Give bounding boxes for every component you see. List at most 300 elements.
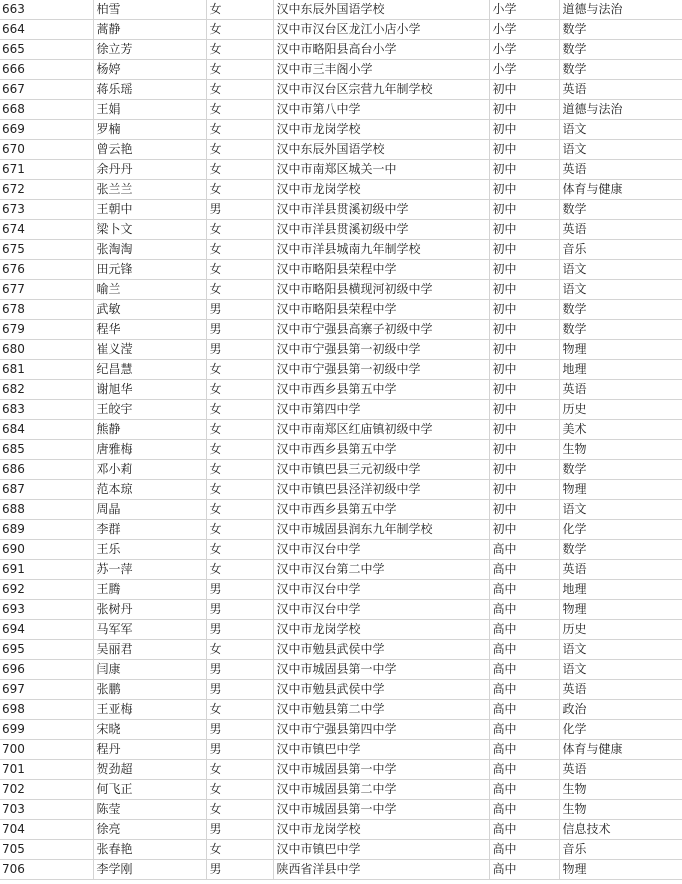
- subject-cell: 英语: [559, 680, 682, 700]
- school-cell: 汉中市镇巴县三元初级中学: [273, 460, 489, 480]
- level-cell: 初中: [489, 280, 559, 300]
- gender-cell: 女: [206, 140, 273, 160]
- teacher-name-cell: 唐雅梅: [93, 440, 206, 460]
- subject-cell: 物理: [559, 600, 682, 620]
- level-cell: 初中: [489, 120, 559, 140]
- school-cell: 汉中市西乡县第五中学: [273, 440, 489, 460]
- row-number-cell: 674: [0, 220, 93, 240]
- school-cell: 汉中市城固县第二中学: [273, 780, 489, 800]
- gender-cell: 女: [206, 640, 273, 660]
- row-number-cell: 706: [0, 860, 93, 880]
- gender-cell: 男: [206, 660, 273, 680]
- table-row: [0, 740, 682, 760]
- subject-cell: 道德与法治: [559, 0, 682, 20]
- table-row: [0, 60, 682, 80]
- level-cell: 高中: [489, 860, 559, 880]
- level-cell: 高中: [489, 700, 559, 720]
- school-cell: 汉中市汉台区龙江小店小学: [273, 20, 489, 40]
- row-number-cell: 680: [0, 340, 93, 360]
- level-cell: 初中: [489, 340, 559, 360]
- school-cell: 汉中市略阳县荣程中学: [273, 260, 489, 280]
- subject-cell: 生物: [559, 780, 682, 800]
- teacher-name-cell: 柏雪: [93, 0, 206, 20]
- level-cell: 初中: [489, 220, 559, 240]
- level-cell: 初中: [489, 300, 559, 320]
- table-row: [0, 100, 682, 120]
- school-cell: 汉中市第八中学: [273, 100, 489, 120]
- row-number-cell: 705: [0, 840, 93, 860]
- teacher-name-cell: 张鹏: [93, 680, 206, 700]
- level-cell: 高中: [489, 560, 559, 580]
- gender-cell: 女: [206, 780, 273, 800]
- gender-cell: 女: [206, 420, 273, 440]
- table-row: [0, 520, 682, 540]
- teacher-name-cell: 谢旭华: [93, 380, 206, 400]
- level-cell: 高中: [489, 600, 559, 620]
- level-cell: 初中: [489, 320, 559, 340]
- subject-cell: 英语: [559, 380, 682, 400]
- teacher-name-cell: 周晶: [93, 500, 206, 520]
- gender-cell: 女: [206, 360, 273, 380]
- level-cell: 初中: [489, 400, 559, 420]
- table-row: [0, 800, 682, 820]
- teacher-name-cell: 陈莹: [93, 800, 206, 820]
- subject-cell: 英语: [559, 80, 682, 100]
- row-number-cell: 667: [0, 80, 93, 100]
- row-number-cell: 666: [0, 60, 93, 80]
- row-number-cell: 696: [0, 660, 93, 680]
- level-cell: 高中: [489, 760, 559, 780]
- table-row: [0, 140, 682, 160]
- table-row: [0, 540, 682, 560]
- level-cell: 高中: [489, 800, 559, 820]
- table-row: [0, 200, 682, 220]
- gender-cell: 女: [206, 220, 273, 240]
- school-cell: 汉中市略阳县横现河初级中学: [273, 280, 489, 300]
- level-cell: 初中: [489, 480, 559, 500]
- teacher-name-cell: 徐立芳: [93, 40, 206, 60]
- teacher-name-cell: 王皎宇: [93, 400, 206, 420]
- school-cell: 汉中市西乡县第五中学: [273, 380, 489, 400]
- table-row: [0, 760, 682, 780]
- school-cell: 汉中市洋县城南九年制学校: [273, 240, 489, 260]
- subject-cell: 语文: [559, 120, 682, 140]
- level-cell: 初中: [489, 100, 559, 120]
- school-cell: 汉中市第四中学: [273, 400, 489, 420]
- teacher-name-cell: 吴丽君: [93, 640, 206, 660]
- level-cell: 初中: [489, 440, 559, 460]
- level-cell: 高中: [489, 840, 559, 860]
- gender-cell: 女: [206, 520, 273, 540]
- level-cell: 高中: [489, 820, 559, 840]
- gender-cell: 男: [206, 340, 273, 360]
- school-cell: 汉中市汉台中学: [273, 580, 489, 600]
- school-cell: 汉中东辰外国语学校: [273, 140, 489, 160]
- row-number-cell: 664: [0, 20, 93, 40]
- teacher-name-cell: 喻兰: [93, 280, 206, 300]
- gender-cell: 男: [206, 320, 273, 340]
- teacher-name-cell: 王乐: [93, 540, 206, 560]
- row-number-cell: 685: [0, 440, 93, 460]
- school-cell: 汉中东辰外国语学校: [273, 0, 489, 20]
- row-number-cell: 670: [0, 140, 93, 160]
- subject-cell: 体育与健康: [559, 180, 682, 200]
- subject-cell: 英语: [559, 220, 682, 240]
- level-cell: 高中: [489, 660, 559, 680]
- row-number-cell: 690: [0, 540, 93, 560]
- subject-cell: 语文: [559, 260, 682, 280]
- school-cell: 汉中市勉县武侯中学: [273, 640, 489, 660]
- level-cell: 小学: [489, 20, 559, 40]
- level-cell: 高中: [489, 740, 559, 760]
- row-number-cell: 665: [0, 40, 93, 60]
- teacher-name-cell: 梁卜文: [93, 220, 206, 240]
- teacher-name-cell: 范本琼: [93, 480, 206, 500]
- table-row: [0, 80, 682, 100]
- gender-cell: 女: [206, 100, 273, 120]
- table-row: [0, 620, 682, 640]
- teacher-name-cell: 邓小莉: [93, 460, 206, 480]
- teacher-name-cell: 苏一萍: [93, 560, 206, 580]
- level-cell: 初中: [489, 520, 559, 540]
- subject-cell: 数学: [559, 20, 682, 40]
- teacher-name-cell: 王娟: [93, 100, 206, 120]
- school-cell: 汉中市汉台中学: [273, 540, 489, 560]
- table-row: [0, 820, 682, 840]
- row-number-cell: 693: [0, 600, 93, 620]
- row-number-cell: 671: [0, 160, 93, 180]
- subject-cell: 地理: [559, 580, 682, 600]
- school-cell: 汉中市宁强县第四中学: [273, 720, 489, 740]
- school-cell: 汉中市龙岗学校: [273, 620, 489, 640]
- level-cell: 高中: [489, 720, 559, 740]
- teacher-name-cell: 何飞正: [93, 780, 206, 800]
- table-row: [0, 840, 682, 860]
- table-row: [0, 700, 682, 720]
- subject-cell: 数学: [559, 300, 682, 320]
- subject-cell: 道德与法治: [559, 100, 682, 120]
- table-row: [0, 480, 682, 500]
- gender-cell: 女: [206, 800, 273, 820]
- teacher-name-cell: 武敏: [93, 300, 206, 320]
- school-cell: 汉中市城固县润东九年制学校: [273, 520, 489, 540]
- gender-cell: 女: [206, 400, 273, 420]
- level-cell: 初中: [489, 240, 559, 260]
- gender-cell: 女: [206, 760, 273, 780]
- gender-cell: 女: [206, 0, 273, 20]
- subject-cell: 物理: [559, 480, 682, 500]
- table-row: [0, 400, 682, 420]
- level-cell: 小学: [489, 60, 559, 80]
- row-number-cell: 676: [0, 260, 93, 280]
- table-row: [0, 40, 682, 60]
- school-cell: 汉中市城固县第一中学: [273, 760, 489, 780]
- table-row: [0, 320, 682, 340]
- row-number-cell: 692: [0, 580, 93, 600]
- school-cell: 汉中市略阳县荣程中学: [273, 300, 489, 320]
- table-row: [0, 300, 682, 320]
- teacher-name-cell: 张淘淘: [93, 240, 206, 260]
- level-cell: 初中: [489, 460, 559, 480]
- row-number-cell: 703: [0, 800, 93, 820]
- table-row: [0, 120, 682, 140]
- school-cell: 汉中市汉台第二中学: [273, 560, 489, 580]
- row-number-cell: 684: [0, 420, 93, 440]
- row-number-cell: 682: [0, 380, 93, 400]
- level-cell: 初中: [489, 500, 559, 520]
- gender-cell: 女: [206, 560, 273, 580]
- subject-cell: 物理: [559, 340, 682, 360]
- gender-cell: 女: [206, 180, 273, 200]
- level-cell: 初中: [489, 180, 559, 200]
- table-row: [0, 500, 682, 520]
- school-cell: 汉中市城固县第一中学: [273, 660, 489, 680]
- school-cell: 汉中市镇巴县泾洋初级中学: [273, 480, 489, 500]
- row-number-cell: 689: [0, 520, 93, 540]
- gender-cell: 女: [206, 240, 273, 260]
- school-cell: 汉中市勉县武侯中学: [273, 680, 489, 700]
- teacher-name-cell: 徐亮: [93, 820, 206, 840]
- subject-cell: 历史: [559, 400, 682, 420]
- teacher-name-cell: 熊静: [93, 420, 206, 440]
- gender-cell: 女: [206, 280, 273, 300]
- subject-cell: 语文: [559, 660, 682, 680]
- school-cell: 汉中市宁强县第一初级中学: [273, 360, 489, 380]
- teacher-name-cell: 王朝中: [93, 200, 206, 220]
- gender-cell: 女: [206, 60, 273, 80]
- subject-cell: 音乐: [559, 240, 682, 260]
- level-cell: 高中: [489, 540, 559, 560]
- teacher-name-cell: 罗楠: [93, 120, 206, 140]
- school-cell: 汉中市西乡县第五中学: [273, 500, 489, 520]
- teacher-name-cell: 余丹丹: [93, 160, 206, 180]
- school-cell: 陕西省洋县中学: [273, 860, 489, 880]
- subject-cell: 数学: [559, 60, 682, 80]
- row-number-cell: 694: [0, 620, 93, 640]
- subject-cell: 生物: [559, 800, 682, 820]
- school-cell: 汉中市城固县第一中学: [273, 800, 489, 820]
- teacher-name-cell: 蒋乐瑶: [93, 80, 206, 100]
- teacher-name-cell: 蒿静: [93, 20, 206, 40]
- table-row: [0, 280, 682, 300]
- table-row: [0, 680, 682, 700]
- level-cell: 初中: [489, 360, 559, 380]
- subject-cell: 语文: [559, 140, 682, 160]
- level-cell: 小学: [489, 0, 559, 20]
- gender-cell: 女: [206, 460, 273, 480]
- gender-cell: 男: [206, 620, 273, 640]
- level-cell: 初中: [489, 200, 559, 220]
- teacher-name-cell: 王腾: [93, 580, 206, 600]
- school-cell: 汉中市龙岗学校: [273, 820, 489, 840]
- row-number-cell: 679: [0, 320, 93, 340]
- subject-cell: 数学: [559, 40, 682, 60]
- school-cell: 汉中市镇巴中学: [273, 740, 489, 760]
- level-cell: 高中: [489, 640, 559, 660]
- teacher-name-cell: 崔义滢: [93, 340, 206, 360]
- subject-cell: 英语: [559, 160, 682, 180]
- level-cell: 高中: [489, 780, 559, 800]
- row-number-cell: 702: [0, 780, 93, 800]
- gender-cell: 女: [206, 480, 273, 500]
- row-number-cell: 668: [0, 100, 93, 120]
- level-cell: 初中: [489, 160, 559, 180]
- school-cell: 汉中市龙岗学校: [273, 120, 489, 140]
- school-cell: 汉中市龙岗学校: [273, 180, 489, 200]
- gender-cell: 男: [206, 600, 273, 620]
- table-row: [0, 780, 682, 800]
- school-cell: 汉中市南郑区城关一中: [273, 160, 489, 180]
- table-row: [0, 440, 682, 460]
- gender-cell: 男: [206, 580, 273, 600]
- row-number-cell: 672: [0, 180, 93, 200]
- row-number-cell: 691: [0, 560, 93, 580]
- table-row: [0, 860, 682, 880]
- teacher-name-cell: 王亚梅: [93, 700, 206, 720]
- subject-cell: 信息技术: [559, 820, 682, 840]
- gender-cell: 男: [206, 300, 273, 320]
- table-row: [0, 660, 682, 680]
- teacher-name-cell: 贺劲超: [93, 760, 206, 780]
- row-number-cell: 701: [0, 760, 93, 780]
- row-number-cell: 695: [0, 640, 93, 660]
- gender-cell: 女: [206, 80, 273, 100]
- level-cell: 初中: [489, 380, 559, 400]
- teacher-name-cell: 程华: [93, 320, 206, 340]
- gender-cell: 女: [206, 700, 273, 720]
- row-number-cell: 700: [0, 740, 93, 760]
- gender-cell: 女: [206, 260, 273, 280]
- table-row: [0, 580, 682, 600]
- row-number-cell: 678: [0, 300, 93, 320]
- table-row: [0, 340, 682, 360]
- subject-cell: 数学: [559, 320, 682, 340]
- gender-cell: 女: [206, 540, 273, 560]
- teacher-name-cell: 闫康: [93, 660, 206, 680]
- subject-cell: 生物: [559, 440, 682, 460]
- school-cell: 汉中市三丰阁小学: [273, 60, 489, 80]
- subject-cell: 政治: [559, 700, 682, 720]
- subject-cell: 英语: [559, 560, 682, 580]
- subject-cell: 数学: [559, 460, 682, 480]
- table-row: [0, 240, 682, 260]
- row-number-cell: 663: [0, 0, 93, 20]
- row-number-cell: 683: [0, 400, 93, 420]
- row-number-cell: 688: [0, 500, 93, 520]
- gender-cell: 女: [206, 120, 273, 140]
- gender-cell: 女: [206, 20, 273, 40]
- subject-cell: 化学: [559, 520, 682, 540]
- table-row: [0, 160, 682, 180]
- teacher-name-cell: 田元锋: [93, 260, 206, 280]
- teacher-name-cell: 马军军: [93, 620, 206, 640]
- table-row: [0, 360, 682, 380]
- row-number-cell: 698: [0, 700, 93, 720]
- subject-cell: 数学: [559, 200, 682, 220]
- table-row: [0, 460, 682, 480]
- gender-cell: 男: [206, 680, 273, 700]
- table-row: [0, 20, 682, 40]
- level-cell: 初中: [489, 140, 559, 160]
- subject-cell: 美术: [559, 420, 682, 440]
- table-row: [0, 420, 682, 440]
- gender-cell: 女: [206, 40, 273, 60]
- level-cell: 初中: [489, 420, 559, 440]
- level-cell: 初中: [489, 80, 559, 100]
- subject-cell: 音乐: [559, 840, 682, 860]
- gender-cell: 女: [206, 160, 273, 180]
- row-number-cell: 675: [0, 240, 93, 260]
- gender-cell: 女: [206, 840, 273, 860]
- teacher-name-cell: 杨婷: [93, 60, 206, 80]
- school-cell: 汉中市勉县第二中学: [273, 700, 489, 720]
- gender-cell: 女: [206, 380, 273, 400]
- subject-cell: 语文: [559, 280, 682, 300]
- row-number-cell: 687: [0, 480, 93, 500]
- level-cell: 初中: [489, 260, 559, 280]
- teacher-name-cell: 张春艳: [93, 840, 206, 860]
- subject-cell: 语文: [559, 640, 682, 660]
- subject-cell: 地理: [559, 360, 682, 380]
- level-cell: 小学: [489, 40, 559, 60]
- table-row: [0, 180, 682, 200]
- row-number-cell: 699: [0, 720, 93, 740]
- subject-cell: 英语: [559, 760, 682, 780]
- gender-cell: 男: [206, 720, 273, 740]
- table-row: [0, 260, 682, 280]
- teacher-name-cell: 曾云艳: [93, 140, 206, 160]
- table-row: [0, 600, 682, 620]
- subject-cell: 物理: [559, 860, 682, 880]
- level-cell: 高中: [489, 580, 559, 600]
- school-cell: 汉中市略阳县高台小学: [273, 40, 489, 60]
- table-row: [0, 720, 682, 740]
- gender-cell: 男: [206, 820, 273, 840]
- gender-cell: 女: [206, 500, 273, 520]
- school-cell: 汉中市宁强县第一初级中学: [273, 340, 489, 360]
- school-cell: 汉中市洋县贯溪初级中学: [273, 200, 489, 220]
- table-row: [0, 220, 682, 240]
- gender-cell: 男: [206, 860, 273, 880]
- school-cell: 汉中市宁强县高寨子初级中学: [273, 320, 489, 340]
- row-number-cell: 697: [0, 680, 93, 700]
- level-cell: 高中: [489, 620, 559, 640]
- row-number-cell: 704: [0, 820, 93, 840]
- subject-cell: 化学: [559, 720, 682, 740]
- gender-cell: 女: [206, 440, 273, 460]
- teacher-name-cell: 李群: [93, 520, 206, 540]
- table-row: [0, 380, 682, 400]
- school-cell: 汉中市南郑区红庙镇初级中学: [273, 420, 489, 440]
- row-number-cell: 673: [0, 200, 93, 220]
- gender-cell: 男: [206, 200, 273, 220]
- school-cell: 汉中市汉台中学: [273, 600, 489, 620]
- subject-cell: 体育与健康: [559, 740, 682, 760]
- teacher-name-cell: 纪昌慧: [93, 360, 206, 380]
- row-number-cell: 669: [0, 120, 93, 140]
- school-cell: 汉中市镇巴中学: [273, 840, 489, 860]
- row-number-cell: 681: [0, 360, 93, 380]
- school-cell: 汉中市洋县贯溪初级中学: [273, 220, 489, 240]
- level-cell: 高中: [489, 680, 559, 700]
- row-number-cell: 686: [0, 460, 93, 480]
- teacher-name-cell: 李学刚: [93, 860, 206, 880]
- row-number-cell: 677: [0, 280, 93, 300]
- table-row: [0, 640, 682, 660]
- table-row: [0, 560, 682, 580]
- teacher-name-cell: 程丹: [93, 740, 206, 760]
- teacher-name-cell: 张兰兰: [93, 180, 206, 200]
